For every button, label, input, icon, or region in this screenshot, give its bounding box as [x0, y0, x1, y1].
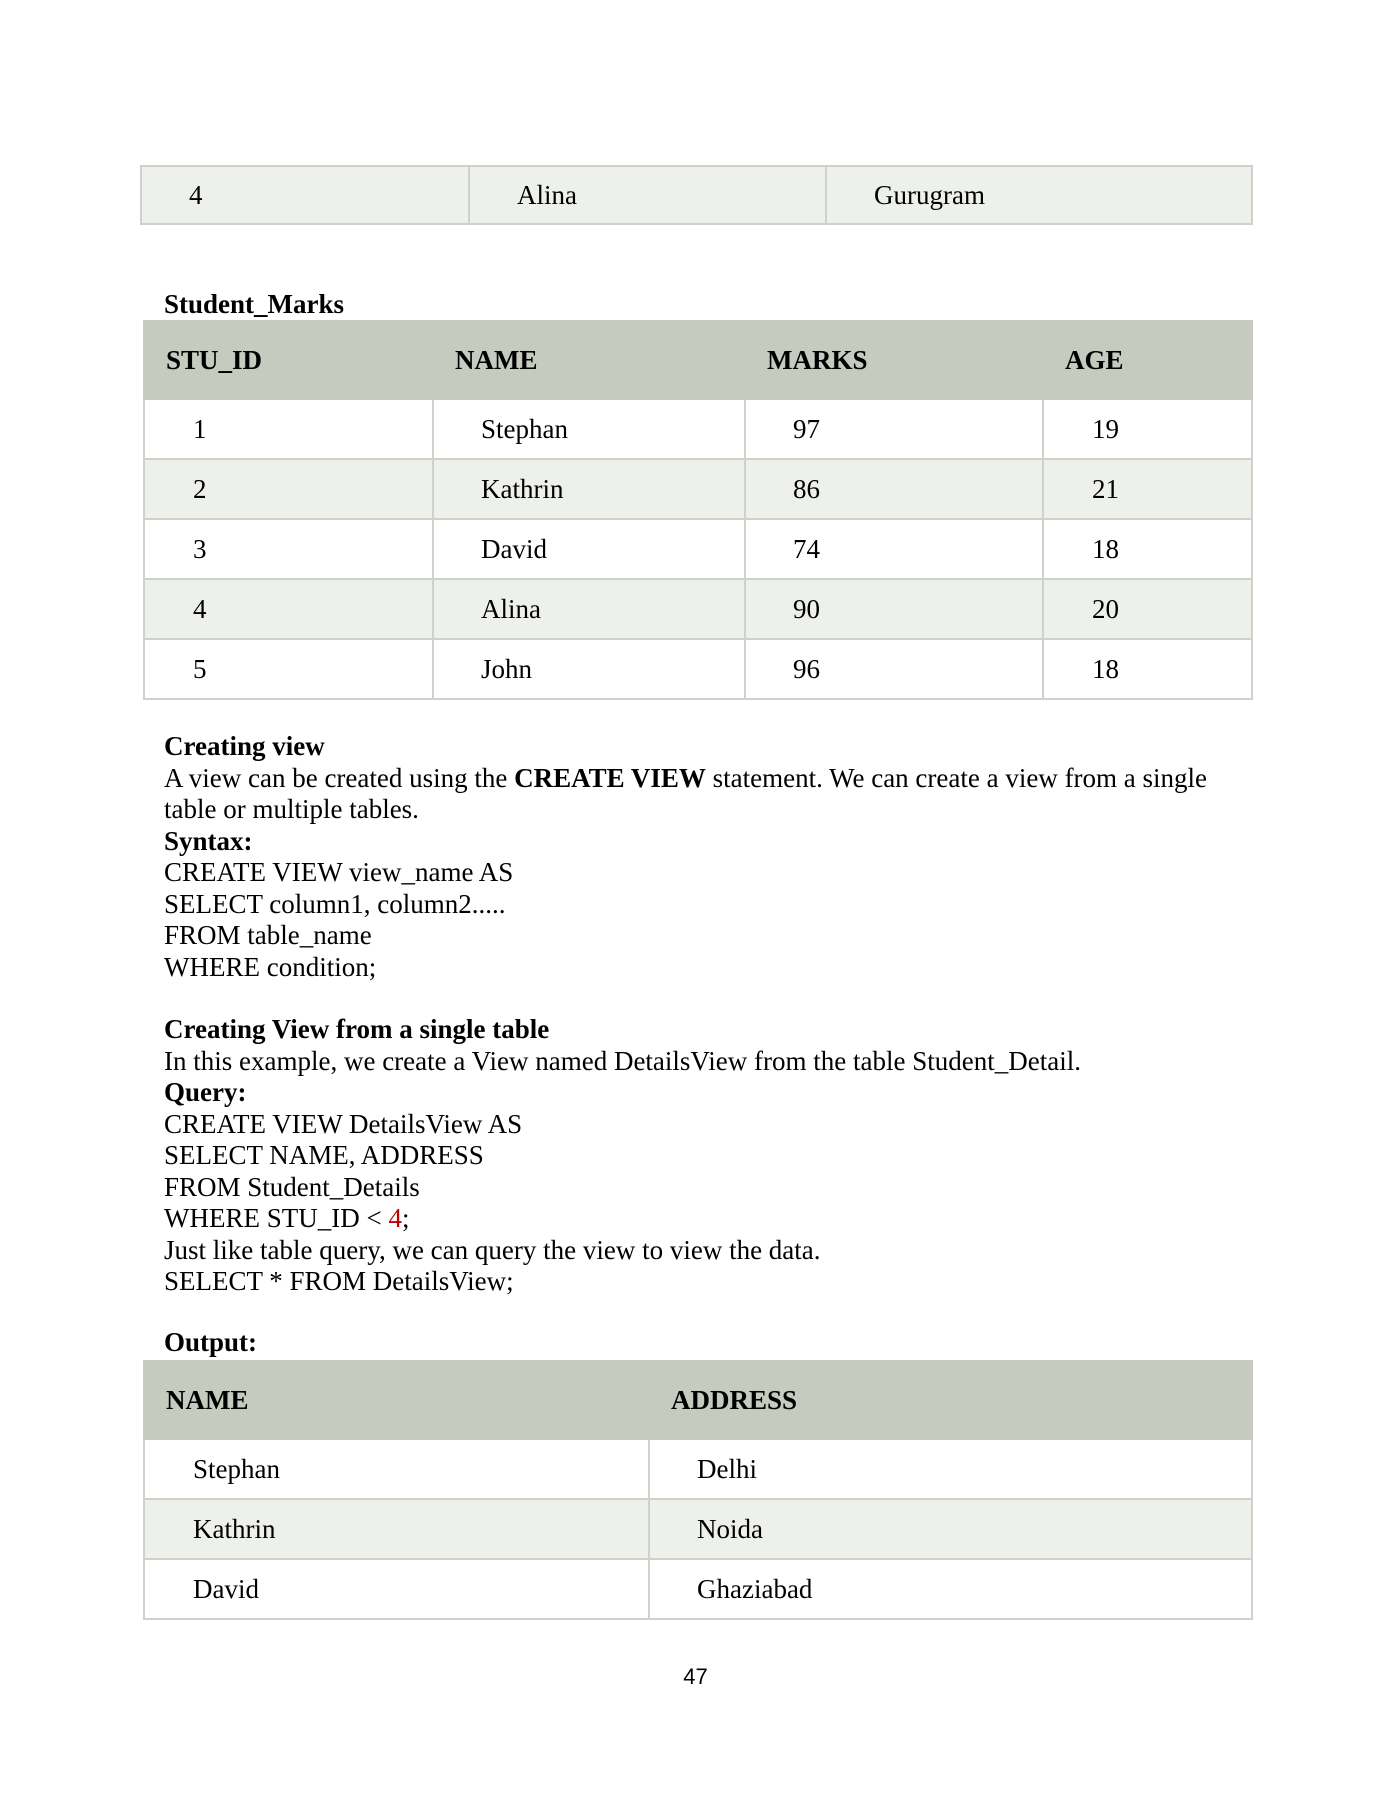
- paragraph: Just like table query, we can query the view to view the data.: [164, 1234, 821, 1265]
- table-cell: Kathrin: [144, 1499, 649, 1559]
- column-header: AGE: [1043, 321, 1252, 399]
- table-row: [144, 579, 1252, 639]
- table-cell: 96: [745, 639, 1043, 699]
- paragraph: In this example, we create a View named DetailsView from the table Student_Detail.: [164, 1045, 1081, 1076]
- table-cell: 74: [745, 519, 1043, 579]
- table-row: [144, 519, 1252, 579]
- paragraph: [164, 763, 1244, 826]
- creating-view-section: [164, 731, 1244, 983]
- literal-value: 4: [388, 1203, 402, 1233]
- code-line: CREATE VIEW view_name AS: [164, 857, 514, 887]
- section-heading: Creating view: [164, 731, 325, 761]
- table-header-row: [144, 321, 1252, 399]
- table-row: [144, 1439, 1252, 1499]
- table-row: [144, 459, 1252, 519]
- table-cell: 18: [1043, 639, 1252, 699]
- table-cell: 90: [745, 579, 1043, 639]
- table-cell: Gurugram: [826, 166, 1252, 224]
- column-header: ADDRESS: [649, 1361, 1252, 1439]
- column-header: STU_ID: [144, 321, 433, 399]
- student-marks-table: [143, 320, 1253, 700]
- table-cell: Ghaziabad: [649, 1559, 1252, 1619]
- code-line: CREATE VIEW DetailsView AS: [164, 1108, 523, 1139]
- table-cell: John: [433, 639, 745, 699]
- table-caption: Student_Marks: [164, 289, 345, 319]
- table-cell: 2: [144, 459, 433, 519]
- code-line: SELECT NAME, ADDRESS: [164, 1140, 484, 1170]
- table-cell: Stephan: [433, 399, 745, 459]
- output-table: [143, 1360, 1253, 1620]
- table-cell: 86: [745, 459, 1043, 519]
- table-cell: 18: [1043, 519, 1252, 579]
- column-header: MARKS: [745, 321, 1043, 399]
- column-header: NAME: [144, 1361, 649, 1439]
- table-cell: 4: [141, 166, 469, 224]
- text-run: ;: [401, 1203, 410, 1233]
- text-run: WHERE STU_ID <: [164, 1203, 389, 1233]
- table-cell: 5: [144, 639, 433, 699]
- continued-details-table: [140, 165, 1253, 225]
- table-cell: 97: [745, 399, 1043, 459]
- column-header: NAME: [433, 321, 745, 399]
- table-cell: 21: [1043, 459, 1252, 519]
- table-cell: David: [144, 1559, 649, 1619]
- code-line: WHERE condition;: [164, 951, 377, 982]
- table-row: [141, 166, 1252, 224]
- code-line: FROM Student_Details: [164, 1171, 420, 1202]
- text-run: statement. We can create a view from a single table or multiple tables.: [164, 762, 1208, 824]
- table-cell: Alina: [433, 579, 745, 639]
- table-cell: Stephan: [144, 1439, 649, 1499]
- code-line: SELECT column1, column2.....: [164, 888, 506, 919]
- table-cell: 1: [144, 399, 433, 459]
- keyword: CREATE VIEW: [514, 762, 706, 793]
- table-row: [144, 399, 1252, 459]
- table-cell: 4: [144, 579, 433, 639]
- table-row: [144, 1499, 1252, 1559]
- table-cell: Noida: [649, 1499, 1252, 1559]
- output-label: Output:: [164, 1327, 258, 1357]
- table-cell: 19: [1043, 399, 1252, 459]
- table-header-row: [144, 1361, 1252, 1439]
- section-heading: Creating View from a single table: [164, 1014, 550, 1044]
- single-table-section: [164, 1014, 1244, 1298]
- table-row: [144, 639, 1252, 699]
- code-line: [164, 1203, 1244, 1235]
- text-run: A view can be created using the: [164, 762, 515, 793]
- table-cell: Kathrin: [433, 459, 745, 519]
- table-row: [144, 1559, 1252, 1619]
- table-cell: David: [433, 519, 745, 579]
- code-line: SELECT * FROM DetailsView;: [164, 1266, 514, 1296]
- query-label: Query:: [164, 1077, 247, 1107]
- table-cell: 3: [144, 519, 433, 579]
- page-number: 47: [683, 1664, 708, 1689]
- syntax-label: Syntax:: [164, 825, 253, 856]
- table-cell: Alina: [469, 166, 826, 224]
- table-cell: Delhi: [649, 1439, 1252, 1499]
- code-line: FROM table_name: [164, 920, 372, 950]
- table-cell: 20: [1043, 579, 1252, 639]
